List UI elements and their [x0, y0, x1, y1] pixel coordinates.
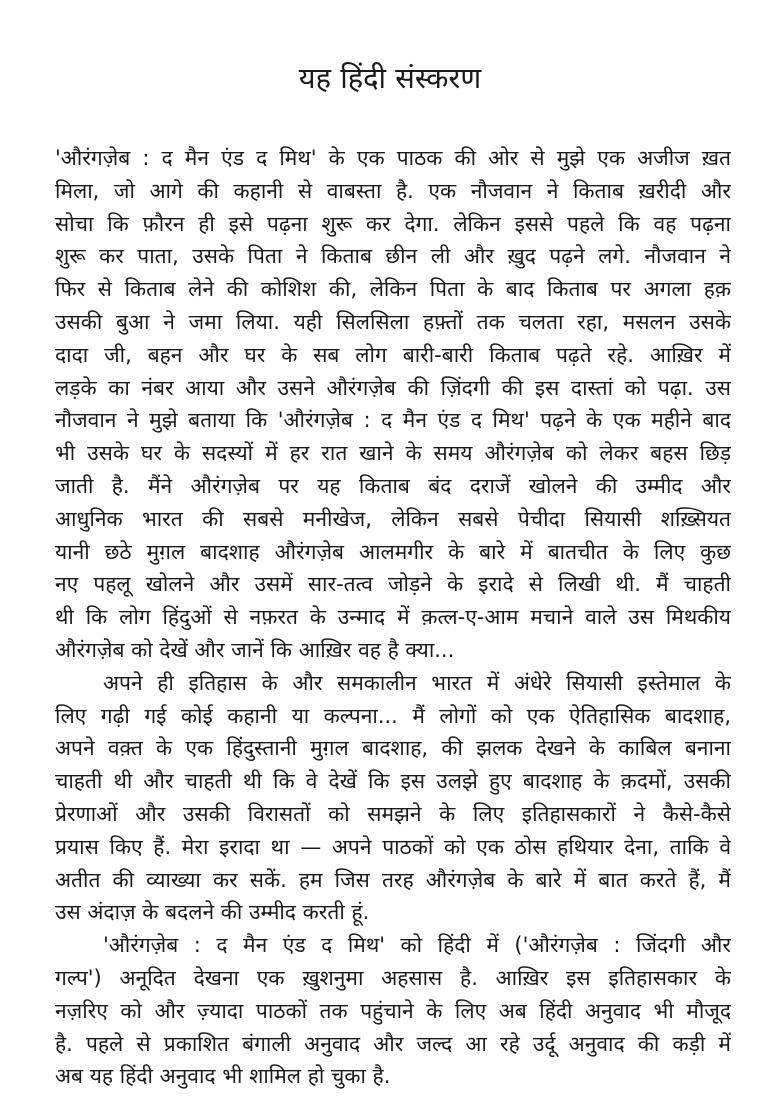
text-line: चाहती थी और चाहती थी कि वे देखें कि इस उलझे हुए बादशाह के क़दमों, उसकी — [55, 769, 731, 794]
text-line: अब यह हिंदी अनुवाद भी शामिल हो चुका है. — [55, 1064, 391, 1089]
text-line: नौजवान ने मुझे बताया कि 'औरंगज़ेब : द मैन एंड द मिथ' पढ़ने के एक महीने बाद — [55, 408, 731, 433]
text-line: नए पहलू खोलने और उसमें सार-तत्व जोड़ने के इरादे से लिखी थी. मैं चाहती — [55, 572, 731, 597]
text-line: गल्प') अनूदित देखना एक ख़ुशनुमा अहसास है. आख़िर इस इतिहासकार के — [55, 965, 731, 990]
document-body — [55, 142, 731, 1093]
text-line: 'औरंगज़ेब : द मैन एंड द मिथ' के एक पाठक की ओर से मुझे एक अजीज ख़त — [55, 146, 731, 170]
text-line: उस अंदाज़ के बदलने की उम्मीद करती हूं. — [55, 900, 370, 925]
text-line: अपने वक़्त के एक हिंदुस्तानी मुग़ल बादशाह, की झलक देखने के काबिल बनाना — [55, 736, 731, 761]
text-line: लिए गढ़ी गई कोई कहानी या कल्पना... मैं लोगों को एक ऐतिहासिक बादशाह, — [55, 703, 731, 728]
text-line: नज़रिए को और ज़्यादा पाठकों तक पहुंचाने के लिए अब हिंदी अनुवाद भी मौजूद — [55, 998, 731, 1023]
paragraph — [55, 929, 731, 1093]
text-line: फिर से किताब लेने की कोशिश की, लेकिन पिता के बाद किताब पर अगला हक़ — [55, 277, 731, 302]
text-line: थी कि लोग हिंदुओं से नफ़रत के उन्माद में क़त्ल-ए-आम मचाने वाले उस मिथकीय — [55, 605, 731, 630]
text-line: यानी छठे मुग़ल बादशाह औरंगज़ेब आलमगीर के बारे में बातचीत के लिए कुछ — [55, 539, 731, 564]
text-line: जाती है. मैंने औरंगज़ेब पर यह किताब बंद दराजें खोलने की उम्मीद और — [55, 473, 731, 498]
paragraph — [55, 142, 731, 667]
text-line: शुरू कर पाता, उसके पिता ने किताब छीन ली और ख़ुद पढ़ने लगे. नौजवान ने — [55, 244, 731, 269]
text-line: लड़के का नंबर आया और उसने औरंगज़ेब की ज़िंदगी की इस दास्तां को पढ़ा. उस — [55, 375, 731, 400]
text-line: अपने ही इतिहास के और समकालीन भारत में अंधेरे सियासी इस्तेमाल के — [103, 670, 731, 695]
text-line: औरंगज़ेब को देखें और जानें कि आख़िर वह है क्या... — [55, 637, 455, 662]
text-line: भी उसके घर के सदस्यों में हर रात खाने के समय औरंगज़ेब को लेकर बहस छिड़ — [55, 441, 731, 466]
text-line: प्रेरणाओं और उसकी विरासतों को समझने के लिए इतिहासकारों ने कैसे-कैसे — [55, 801, 731, 826]
text-line: उसकी बुआ ने जमा लिया. यही सिलसिला हफ़्तों तक चलता रहा, मसलन उसके — [55, 309, 731, 334]
paragraph — [55, 667, 731, 929]
text-line: अतीत की व्याख्या कर सकें. हम जिस तरह औरंगज़ेब के बारे में बात करते हैं, मैं — [55, 867, 731, 892]
text-line: दादा जी, बहन और घर के सब लोग बारी-बारी किताब पढ़ते रहे. आख़िर में — [55, 342, 731, 367]
text-line: प्रयास किए हैं. मेरा इरादा था — अपने पाठकों को एक ठोस हथियार देना, ताकि वे — [55, 834, 731, 859]
text-line: है. पहले से प्रकाशित बंगाली अनुवाद और जल्द आ रहे उर्दू अनुवाद की कड़ी में — [55, 1031, 731, 1056]
page-title: यह हिंदी संस्करण — [298, 61, 482, 95]
text-line: सोचा कि फ़ौरन ही इसे पढ़ना शुरू कर देगा. लेकिन इससे पहले कि वह पढ़ना — [55, 211, 731, 236]
text-line: 'औरंगज़ेब : द मैन एंड द मिथ' को हिंदी में ('औरंगज़ेब : जिंदगी और — [103, 933, 731, 958]
text-line: मिला, जो आगे की कहानी से वाबस्ता है. एक नौजवान ने किताब ख़रीदी और — [55, 178, 731, 203]
text-line: आधुनिक भारत की सबसे मनीखेज, लेकिन सबसे पेचीदा सियासी शख़्सियत — [55, 506, 731, 531]
